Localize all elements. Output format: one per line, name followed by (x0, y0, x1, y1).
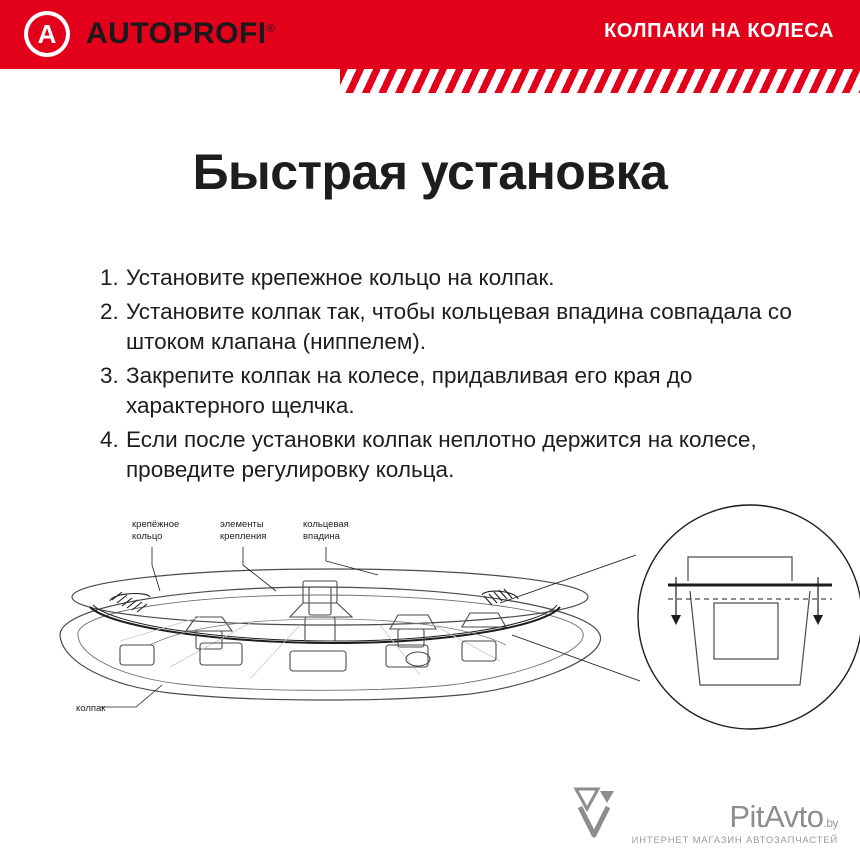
label-clips-line1: элементы (220, 519, 264, 530)
step-text: Закрепите колпак на колесе, придавливая его края до характерного щелчка. (126, 362, 693, 418)
label-ring-groove-line2: впадина (303, 531, 340, 542)
step-number: 4. (100, 426, 119, 452)
brand-name (86, 17, 275, 51)
footer-brand (632, 801, 838, 832)
step-number: 2. (100, 298, 119, 324)
list-item (100, 425, 800, 485)
footer-tagline: ИНТЕРНЕТ МАГАЗИН АВТОЗАПЧАСТЕЙ (631, 835, 838, 846)
footer-brand-name: PitAvto (729, 799, 824, 834)
trademark-symbol: ® (266, 23, 276, 35)
footer-text (632, 801, 838, 846)
header-diagonal-stripes (340, 69, 860, 93)
installation-diagram (0, 495, 860, 755)
label-fastening-ring-line2: кольцо (132, 531, 163, 542)
header-category-title: КОЛПАКИ НА КОЛЕСА (604, 20, 834, 42)
instruction-steps (100, 263, 800, 484)
list-item (100, 297, 800, 357)
brand-logo (24, 11, 275, 57)
logo-letter: A (37, 19, 57, 49)
list-item (100, 361, 800, 421)
step-text: Если после установки колпак неплотно держится на колесе, проведите регулировку кольца. (126, 426, 757, 482)
label-cap: колпак (76, 703, 106, 714)
autoprofi-logo-icon (24, 11, 70, 57)
brand-name-text: AUTOPROFI (86, 17, 267, 50)
pitavto-logo-icon (570, 783, 626, 846)
label-ring-groove-line1: кольцевая (303, 519, 349, 530)
page-header (0, 0, 860, 93)
step-number: 3. (100, 362, 119, 388)
page-title: Быстрая установка (192, 144, 668, 200)
footer-watermark (570, 783, 838, 846)
step-text: Установите крепежное кольцо на колпак. (126, 265, 555, 290)
label-fastening-ring-line1: крепёжное (132, 519, 180, 530)
label-clips-line2: крепления (220, 531, 267, 542)
header-stripe-mask (0, 69, 340, 93)
footer-domain: .by (823, 816, 838, 830)
step-text: Установите колпак так, чтобы кольцевая впадина совпадала со штоком клапана (ниппелем). (126, 298, 792, 354)
list-item (100, 263, 800, 293)
step-number: 1. (100, 265, 119, 290)
